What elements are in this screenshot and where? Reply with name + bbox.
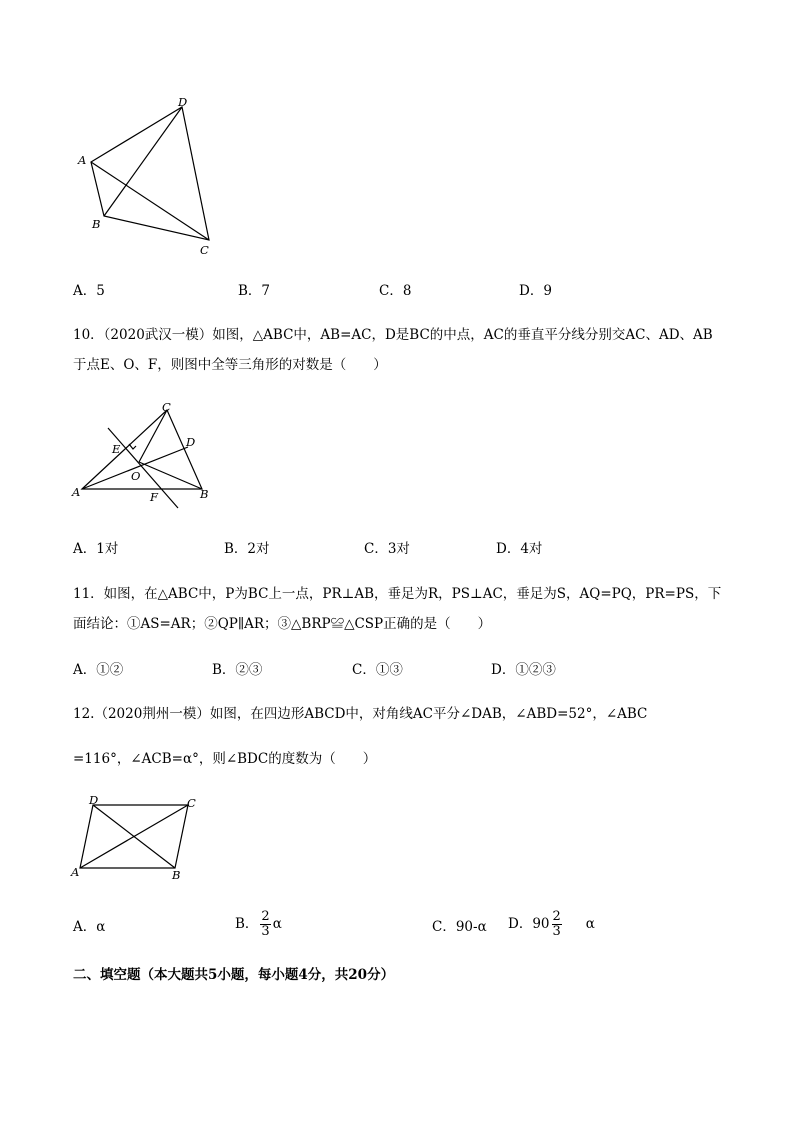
label-b: B xyxy=(172,868,181,882)
label-b: B xyxy=(200,487,209,501)
q9-option-d[interactable]: D．9 xyxy=(519,283,552,299)
q12-option-b[interactable] xyxy=(235,906,282,942)
label-a: A xyxy=(71,865,80,879)
fraction-denominator: 3 xyxy=(261,924,270,939)
q10-option-a[interactable]: A．1对 xyxy=(73,541,119,557)
right-angle-mark xyxy=(129,444,136,449)
label-c: C xyxy=(187,796,196,810)
q10-text-line1: 10．（2020武汉一模）如图，△ABC中，AB=AC，D是BC的中点，AC的垂直平分线分别交AC、AD、AB xyxy=(73,327,713,343)
fraction-denominator: 3 xyxy=(552,924,561,939)
label-d: D xyxy=(186,435,196,449)
label-a: A xyxy=(78,153,87,167)
label-a: A xyxy=(72,485,81,499)
q11-option-d[interactable]: D．①②③ xyxy=(491,662,556,678)
q11-option-a[interactable]: A．①② xyxy=(73,662,124,678)
fraction-numerator: 2 xyxy=(552,909,561,924)
q11-text-line2: 面结论：①AS=AR；②QP∥AR；③△BRP≌△CSP正确的是（ ） xyxy=(73,616,492,632)
q11-option-c[interactable]: C．①③ xyxy=(352,662,403,678)
q12-option-b-suffix: α xyxy=(272,916,282,932)
q12-option-a[interactable]: A．α xyxy=(73,919,106,935)
label-f: F xyxy=(150,490,158,504)
diagonal-ac xyxy=(91,162,209,240)
section-heading: 二、填空题（本大题共5小题，每小题4分，共20分） xyxy=(73,967,395,983)
q9-option-b[interactable]: B．7 xyxy=(238,283,271,299)
label-c: C xyxy=(200,243,209,257)
label-e: E xyxy=(112,442,121,456)
fraction-numerator: 2 xyxy=(261,909,270,924)
label-b: B xyxy=(92,217,101,231)
q9-option-a[interactable]: A．5 xyxy=(73,283,105,299)
diagonal-bd xyxy=(104,107,182,216)
q12-option-c[interactable]: C．90-α xyxy=(432,919,487,935)
q11-text-line1: 11．如图，在△ABC中，P为BC上一点，PR⊥AB，垂足为R，PS⊥AC，垂足为S，AQ=PQ，PR=PS，下 xyxy=(73,586,722,602)
q10-option-b[interactable]: B．2对 xyxy=(224,541,270,557)
segment-co xyxy=(139,410,167,462)
q11-option-b[interactable]: B．②③ xyxy=(212,662,263,678)
triangle-figure-q10 xyxy=(68,398,218,510)
q12-text-line1: 12.（2020荆州一模）如图，在四边形ABCD中，对角线AC平分∠DAB，∠ABD=52°，∠ABC xyxy=(73,706,648,722)
segment-ob xyxy=(139,462,202,489)
fraction xyxy=(260,910,270,939)
q12-option-b-prefix: B． xyxy=(235,916,259,932)
quadrilateral-figure-q9 xyxy=(70,92,230,262)
q12-text-line2: =116°，∠ACB=α°，则∠BDC的度数为（ ） xyxy=(73,751,377,767)
q10-text-line2: 于点E、O、F，则图中全等三角形的对数是（ ） xyxy=(73,357,387,373)
perpendicular-bisector xyxy=(108,428,178,508)
label-d: D xyxy=(89,793,99,807)
q12-option-d-prefix: D．90 xyxy=(508,916,550,932)
label-o: O xyxy=(131,469,141,483)
q9-option-c[interactable]: C．8 xyxy=(379,283,412,299)
q12-option-d-suffix: α xyxy=(585,916,595,932)
label-d: D xyxy=(178,95,188,109)
diagonal-bd xyxy=(93,805,175,868)
label-c: C xyxy=(162,400,171,414)
triangle-abc xyxy=(82,410,202,489)
q10-option-d[interactable]: D．4对 xyxy=(496,541,543,557)
fraction xyxy=(552,910,562,939)
q10-option-c[interactable]: C．3对 xyxy=(364,541,410,557)
q12-option-d[interactable] xyxy=(508,906,595,942)
quadrilateral-figure-q12 xyxy=(68,793,208,885)
